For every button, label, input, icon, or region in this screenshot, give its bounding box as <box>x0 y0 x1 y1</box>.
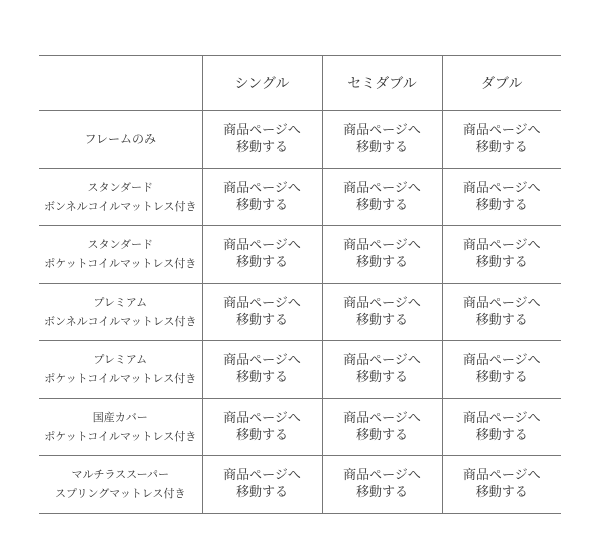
header-double <box>442 56 561 111</box>
table-row <box>39 226 561 284</box>
row-type-cell <box>39 341 202 399</box>
row-type-line1: フレームのみ <box>84 131 157 146</box>
product-page-link[interactable] <box>223 410 301 444</box>
product-page-link[interactable] <box>463 295 541 329</box>
product-page-link[interactable] <box>463 352 541 386</box>
link-line1: 商品ページへ <box>223 295 301 311</box>
link-line1: 商品ページへ <box>223 123 301 139</box>
row-type-line1: スタンダード <box>87 238 154 252</box>
cell-double <box>442 398 561 456</box>
link-line2: 移動する <box>475 485 528 501</box>
cell-single <box>202 456 322 514</box>
row-type-label <box>39 465 202 503</box>
row-type-line1: 国産カバー <box>92 410 148 424</box>
table-row <box>39 341 561 399</box>
product-page-link[interactable] <box>343 467 421 501</box>
row-type-label <box>39 235 202 273</box>
row-type-line1: マルチラススーパー <box>71 468 170 482</box>
link-line2: 移動する <box>235 140 288 156</box>
table-row <box>39 456 561 514</box>
link-line1: 商品ページへ <box>462 410 541 426</box>
row-type-line2: ポケットコイルマットレス付き <box>44 372 197 386</box>
link-line1: 商品ページへ <box>343 238 421 254</box>
link-line1: 商品ページへ <box>343 353 421 369</box>
header-semi-double <box>322 56 442 111</box>
link-line2: 移動する <box>355 312 408 328</box>
link-line1: 商品ページへ <box>462 180 541 196</box>
product-page-link[interactable] <box>343 122 421 156</box>
product-page-link[interactable] <box>463 467 541 501</box>
link-line2: 移動する <box>355 427 408 443</box>
cell-double <box>442 111 561 169</box>
row-type-line2: ポケットコイルマットレス付き <box>44 257 197 271</box>
cell-semi-double <box>322 226 442 284</box>
corner-cell <box>39 56 202 111</box>
link-line2: 移動する <box>475 370 528 386</box>
row-type-cell <box>39 283 202 341</box>
link-line2: 移動する <box>235 197 288 213</box>
row-type-cell <box>39 398 202 456</box>
row-type-line2: ポケットコイルマットレス付き <box>44 429 197 443</box>
link-line2: 移動する <box>475 427 528 443</box>
link-line2: 移動する <box>235 312 288 328</box>
link-line2: 移動する <box>355 485 408 501</box>
product-page-link[interactable] <box>343 410 421 444</box>
link-line1: 商品ページへ <box>343 180 421 196</box>
link-line1: 商品ページへ <box>223 238 301 254</box>
link-line2: 移動する <box>355 140 408 156</box>
cell-semi-double <box>322 456 442 514</box>
table-row <box>39 168 561 226</box>
product-page-link[interactable] <box>463 237 541 271</box>
product-page-link[interactable] <box>223 122 301 156</box>
link-line1: 商品ページへ <box>462 295 541 311</box>
link-line1: 商品ページへ <box>223 180 301 196</box>
link-line1: 商品ページへ <box>223 410 301 426</box>
link-line1: 商品ページへ <box>343 295 421 311</box>
link-line2: 移動する <box>235 427 288 443</box>
row-type-line2: ボンネルコイルマットレス付き <box>43 199 197 213</box>
header-single <box>202 56 322 111</box>
cell-single <box>202 226 322 284</box>
link-line2: 移動する <box>235 255 288 271</box>
size-comparison-table <box>39 55 561 514</box>
link-line2: 移動する <box>355 197 408 213</box>
row-type-label <box>39 178 202 216</box>
row-type-line2: スプリングマットレス付き <box>54 487 186 501</box>
link-line1: 商品ページへ <box>343 123 421 139</box>
product-page-link[interactable] <box>343 295 421 329</box>
cell-single <box>202 168 322 226</box>
link-line2: 移動する <box>475 312 528 328</box>
link-line1: 商品ページへ <box>462 468 541 484</box>
cell-semi-double <box>322 111 442 169</box>
cell-double <box>442 283 561 341</box>
link-line1: 商品ページへ <box>343 410 421 426</box>
row-type-line1: プレミアム <box>93 295 148 309</box>
table-row <box>39 111 561 169</box>
link-line1: 商品ページへ <box>462 123 541 139</box>
link-line2: 移動する <box>475 197 528 213</box>
table-row <box>39 283 561 341</box>
size-label-semi-double: セミダブル <box>347 76 417 92</box>
cell-semi-double <box>322 398 442 456</box>
product-page-link[interactable] <box>223 295 301 329</box>
product-page-link[interactable] <box>223 352 301 386</box>
cell-double <box>442 168 561 226</box>
product-page-link[interactable] <box>223 180 301 214</box>
product-page-link[interactable] <box>223 467 301 501</box>
row-type-label <box>39 130 202 149</box>
link-line2: 移動する <box>235 485 288 501</box>
size-label-double: ダブル <box>481 76 523 92</box>
cell-semi-double <box>322 168 442 226</box>
link-line2: 移動する <box>355 370 408 386</box>
size-label-single: シングル <box>234 76 290 92</box>
link-line1: 商品ページへ <box>343 468 421 484</box>
link-line1: 商品ページへ <box>223 353 301 369</box>
link-line2: 移動する <box>235 370 288 386</box>
cell-double <box>442 456 561 514</box>
row-type-cell <box>39 226 202 284</box>
product-page-link[interactable] <box>343 352 421 386</box>
row-type-line1: スタンダード <box>87 180 154 194</box>
link-line2: 移動する <box>355 255 408 271</box>
row-type-label <box>39 293 202 331</box>
link-line2: 移動する <box>475 140 528 156</box>
row-type-cell <box>39 456 202 514</box>
row-type-label <box>39 350 202 388</box>
header-row <box>39 56 561 111</box>
row-type-line1: プレミアム <box>93 353 148 367</box>
product-page-link[interactable] <box>223 237 301 271</box>
cell-single <box>202 111 322 169</box>
product-page-link[interactable] <box>463 122 541 156</box>
cell-single <box>202 341 322 399</box>
row-type-line2: ボンネルコイルマットレス付き <box>43 314 197 328</box>
cell-single <box>202 398 322 456</box>
link-line1: 商品ページへ <box>462 353 541 369</box>
product-page-link[interactable] <box>463 180 541 214</box>
product-page-link[interactable] <box>463 410 541 444</box>
link-line2: 移動する <box>475 255 528 271</box>
product-page-link[interactable] <box>343 180 421 214</box>
row-type-cell <box>39 111 202 169</box>
row-type-label <box>39 408 202 446</box>
cell-double <box>442 341 561 399</box>
cell-double <box>442 226 561 284</box>
table-row <box>39 398 561 456</box>
cell-single <box>202 283 322 341</box>
link-line1: 商品ページへ <box>462 238 541 254</box>
product-page-link[interactable] <box>343 237 421 271</box>
cell-semi-double <box>322 341 442 399</box>
link-line1: 商品ページへ <box>223 468 301 484</box>
cell-semi-double <box>322 283 442 341</box>
row-type-cell <box>39 168 202 226</box>
